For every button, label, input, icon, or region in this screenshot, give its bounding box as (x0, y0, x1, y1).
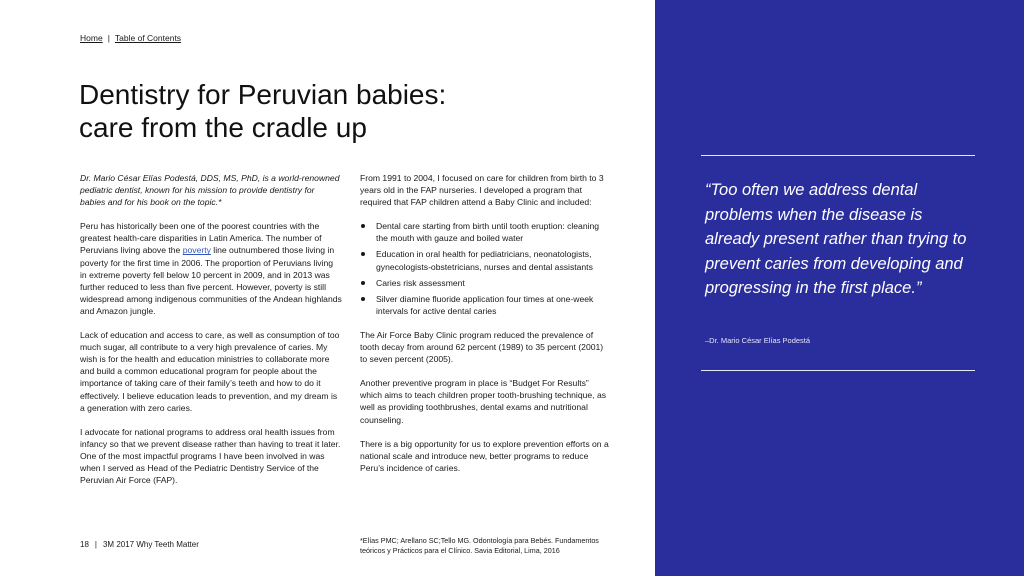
paragraph-budget-for-results: Another preventive program in place is “Budget For Results” which aims to teach children proper tooth-brushing technique, as well as providing toothbrushes, dental exams and nutritional counseling. (360, 378, 607, 425)
page-footer (80, 540, 199, 549)
page-number: 18 (80, 540, 89, 549)
left-column (80, 172, 342, 498)
paragraph-poverty (80, 220, 342, 317)
list-item: Education in oral health for pediatricians, neonatologists, gynecologists-obstetricians, nurses and dental assistants (360, 248, 610, 272)
breadcrumb (80, 33, 181, 43)
paragraph-results: The Air Force Baby Clinic program reduced the prevalence of tooth decay from around 62 percent (1989) to 35 percent (2001) to seven percent (2005). (360, 329, 604, 365)
author-intro: Dr. Mario César Elías Podestá, DDS, MS, PhD, is a world-renowned pediatric dentist, known for his mission to provide dentistry for babies and for his book on the topic.* (80, 173, 340, 208)
paragraph-poverty-end: line outnumbered those living in poverty for the first time in 2006. The proportion of Peruvians living in extreme poverty fell below 10 percent in 2009, and in 2013 was further reduced to less than five percent. However, poverty is still widespread among indigenous communities of the Andean highlands and Amazon jungle. (80, 245, 342, 316)
paragraph-programs: I advocate for national programs to address oral health issues from infancy so that we prevent disease rather than having to treat it later. One of the most impactful programs I have been involved in was when I served as Head of the Pediatric Dentistry Service of the Peruvian Air Force (FAP). (80, 426, 341, 486)
footer-separator: | (94, 540, 97, 549)
pull-quote: “Too often we address dental problems when the disease is already present rather than trying to prevent caries from developing and progressing in the first place.” (705, 181, 967, 298)
publication-name: 3M 2017 Why Teeth Matter (102, 540, 199, 549)
poverty-link[interactable]: poverty (182, 245, 211, 256)
paragraph-opportunity: There is a big opportunity for us to explore prevention efforts on a national scale and introduce new, better programs to reduce Peru’s incidence of caries. (360, 438, 609, 473)
paragraph-fap-program: From 1991 to 2004, I focused on care for children from birth to 3 years old in the FAP nurseries. I developed a program that required that FAP children attend a Baby Clinic and included: (360, 173, 604, 208)
breadcrumb-home-link[interactable]: Home (80, 33, 103, 43)
paragraph-poverty-start: Peru has historically been one of the poorest countries with the greatest health-care disparities in Latin America. The number of Peruvians living above the (80, 221, 322, 256)
program-bullet-list (360, 220, 610, 317)
breadcrumb-toc-link[interactable]: Table of Contents (114, 33, 182, 43)
list-item: Caries risk assessment (360, 277, 610, 289)
quote-panel (655, 0, 1024, 576)
paragraph-education: Lack of education and access to care, as well as consumption of too much sugar, all contribute to a very high prevalence of caries. My wish is for the health and education ministries to collaborate more and build a common educational program for people about the importance of taking care of their family’s teeth and how to do it effectively. I believe education leads to prevention, and my dream is a generation with zero caries. (80, 330, 340, 413)
page-title: Dentistry for Peruvian babies: care from the cradle up (79, 79, 447, 143)
breadcrumb-separator: | (107, 33, 110, 43)
list-item: Silver diamine fluoride application four times at one-week intervals for active dental caries (360, 293, 610, 317)
quote-attribution: –Dr. Mario César Elías Podestá (705, 336, 811, 345)
quote-divider-top (701, 155, 975, 156)
quote-divider-bottom (701, 370, 975, 371)
middle-column (360, 172, 610, 486)
list-item: Dental care starting from birth until tooth eruption: cleaning the mouth with gauze and boiled water (360, 220, 610, 244)
footnote: *Elías PMC; Arellano SC;Tello MG. Odontología para Bebés. Fundamentos teóricos y Prácticos para el Clínico. Savia Editorial, Lima, 2016 (360, 536, 599, 555)
